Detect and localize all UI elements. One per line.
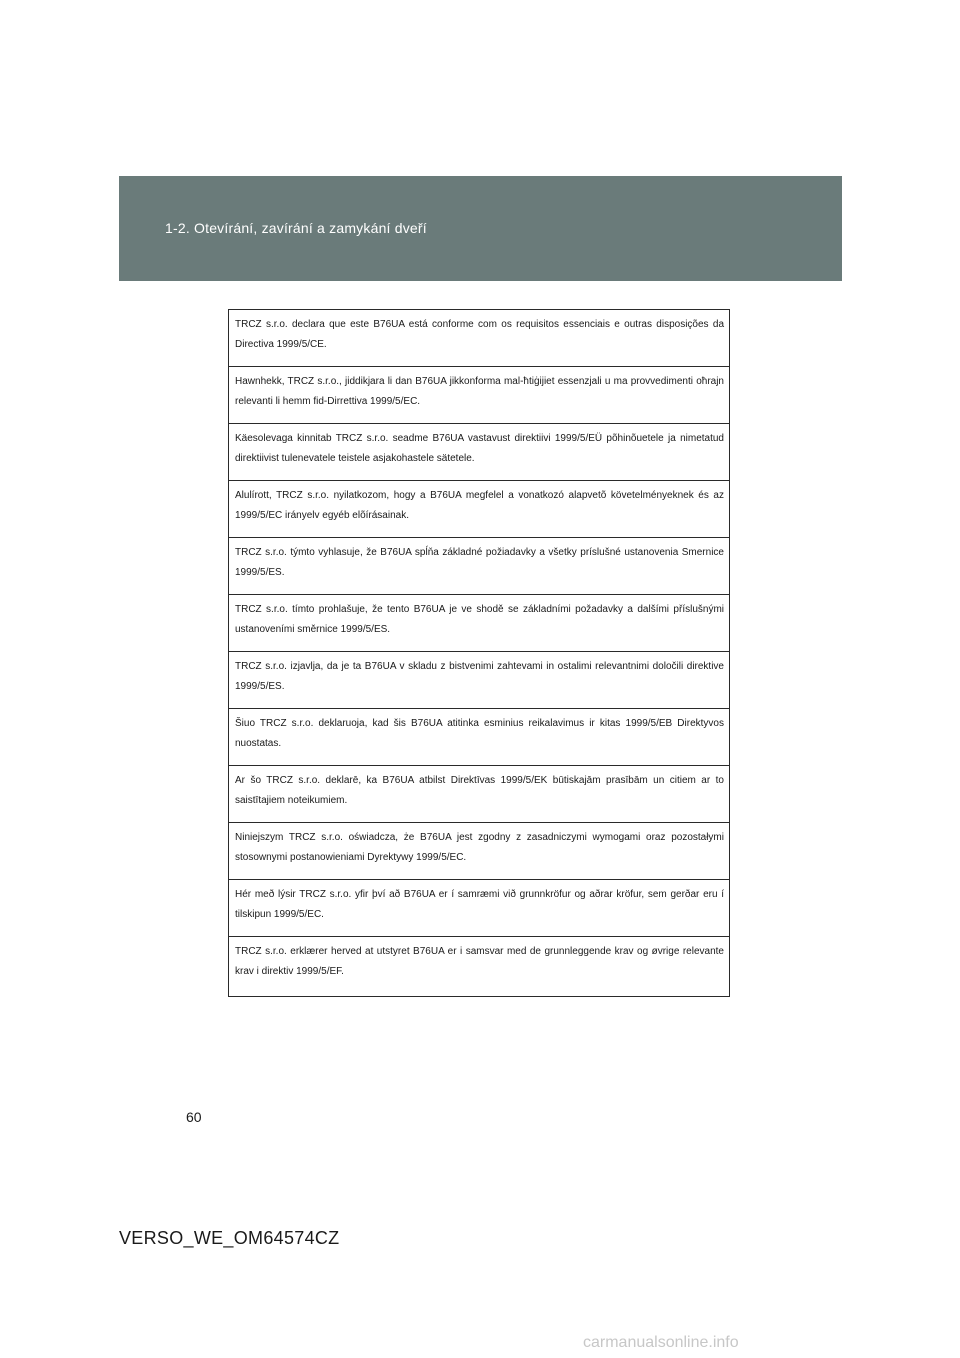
declaration-row-czech: TRCZ s.r.o. tímto prohlašuje, že tento B76UA je ve shodě se základními požadavky a dalšími příslušnými ustanoveními směrnice 1999/5/ES.: [229, 595, 729, 652]
watermark-link[interactable]: carmanualsonline.info: [583, 1334, 739, 1351]
declaration-row-portuguese: TRCZ s.r.o. declara que este B76UA está conforme com os requisitos essenciais e outras disposições da Directiva 1999/5/CE.: [229, 310, 729, 367]
document-code: VERSO_WE_OM64574CZ: [119, 1228, 340, 1248]
declaration-row-slovak: TRCZ s.r.o. týmto vyhlasuje, že B76UA spĺňa základné požiadavky a všetky príslušné ustanovenia Smernice 1999/5/ES.: [229, 538, 729, 595]
declaration-row-icelandic: Hér með lýsir TRCZ s.r.o. yfir því að B76UA er í samræmi við grunnkröfur og aðrar kröfur, sem gerðar eru í tilskipun 1999/5/EC.: [229, 880, 729, 937]
section-header-band: [119, 176, 842, 281]
declaration-row-maltese: Hawnhekk, TRCZ s.r.o., jiddikjara li dan B76UA jikkonforma mal-ħtiġijiet essenzjali u ma provvedimenti oħrajn relevanti li hemm fid-Dirrettiva 1999/5/EC.: [229, 367, 729, 424]
declaration-table: [228, 309, 730, 997]
declaration-row-hungarian: Alulírott, TRCZ s.r.o. nyilatkozom, hogy a B76UA megfelel a vonatkozó alapvetõ követelményeknek és az 1999/5/EC irányelv egyéb elõírásainak.: [229, 481, 729, 538]
declaration-row-latvian: Ar šo TRCZ s.r.o. deklarē, ka B76UA atbilst Direktīvas 1999/5/EK būtiskajām prasībām un citiem ar to saistītajiem noteikumiem.: [229, 766, 729, 823]
page-number: 60: [186, 1109, 202, 1125]
declaration-row-estonian: Käesolevaga kinnitab TRCZ s.r.o. seadme B76UA vastavust direktiivi 1999/5/EÜ põhinõuetele ja nimetatud direktiivist tulenevatele teistele asjakohastele sätetele.: [229, 424, 729, 481]
declaration-row-polish: Niniejszym TRCZ s.r.o. oświadcza, że B76UA jest zgodny z zasadniczymi wymogami oraz pozostałymi stosownymi postanowieniami Dyrektywy 1999/5/EC.: [229, 823, 729, 880]
declaration-row-lithuanian: Šiuo TRCZ s.r.o. deklaruoja, kad šis B76UA atitinka esminius reikalavimus ir kitas 1999/5/EB Direktyvos nuostatas.: [229, 709, 729, 766]
section-title: 1-2. Otevírání, zavírání a zamykání dveří: [165, 220, 427, 236]
declaration-row-slovenian: TRCZ s.r.o. izjavlja, da je ta B76UA v skladu z bistvenimi zahtevami in ostalimi relevantnimi določili direktive 1999/5/ES.: [229, 652, 729, 709]
declaration-row-norwegian: TRCZ s.r.o. erklærer herved at utstyret B76UA er i samsvar med de grunnleggende krav og øvrige relevante krav i direktiv 1999/5/EF.: [235, 946, 724, 977]
